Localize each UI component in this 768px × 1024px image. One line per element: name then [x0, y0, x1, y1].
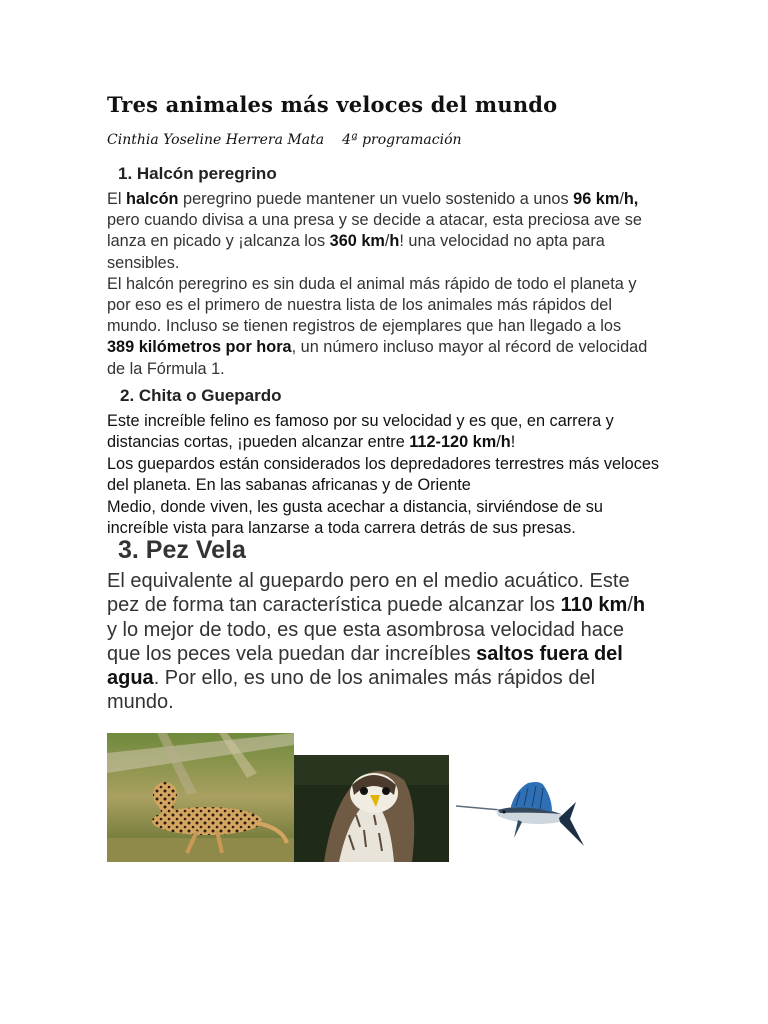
- section-heading-guepardo: 2. Chita o Guepardo: [120, 386, 282, 405]
- bold-run: 110 km: [560, 594, 628, 617]
- sailfish-photo: [456, 780, 592, 860]
- text-run: El halcón peregrino es sin duda el animal más rápido de todo el planeta y por eso es el primero de nuestra lista de los animales más rápidos del mundo. Incluso se tienen registros de ejemplares que han llegado a los: [107, 274, 637, 336]
- text-run: /: [384, 232, 390, 251]
- text-run: /: [496, 433, 501, 452]
- text-run: Este increíble felino es famoso por su velocidad y es que, en carrera y distancias cortas, ¡pueden alcanzar entre: [107, 412, 614, 452]
- bold-run: h: [500, 433, 511, 452]
- course-name: 4ª programación: [342, 132, 462, 148]
- bold-run: h,: [623, 190, 639, 208]
- text-run: pero cuando divisa a una presa y se decide a atacar, esta preciosa ave se lanza en picado y ¡alcanza los: [107, 211, 642, 251]
- cheetah-photo: [107, 733, 294, 862]
- text-run: Medio, donde viven, les gusta acechar a distancia, sirviéndose de su increíble vista para lanzarse a toda carrera detrás de sus presas.: [107, 497, 603, 538]
- bold-run: 96 km: [573, 190, 620, 208]
- section-text-halcon: [107, 189, 652, 380]
- text-run: Los guepardos están considerados los depredadores terrestres más veloces del planeta. En las sabanas africanas y de Oriente: [107, 454, 660, 495]
- text-run: El: [107, 190, 127, 208]
- bold-run: halcón: [126, 190, 179, 208]
- text-run: peregrino puede mantener un vuelo sostenido a unos: [178, 190, 574, 208]
- bold-run: 360 km: [329, 232, 385, 251]
- text-run: , un número incluso mayor al récord de velocidad de la Fórmula 1.: [107, 338, 648, 378]
- text-run: ! una velocidad no apta para sensibles.: [107, 232, 605, 272]
- author-name: Cinthia Yoseline Herrera Mata: [107, 132, 325, 148]
- text-run: y lo mejor de todo, es que esta asombrosa velocidad hace que los peces vela puedan dar increíbles: [107, 618, 624, 665]
- text-run: . Por ello, es uno de los animales más rápidos del mundo.: [107, 667, 596, 714]
- section-heading-halcon: 1. Halcón peregrino: [118, 164, 277, 183]
- section-text-guepardo: [107, 411, 662, 539]
- bold-run: 389 kilómetros por hora: [107, 338, 292, 357]
- text-run: /: [619, 190, 624, 208]
- section-heading-pez-vela: 3. Pez Vela: [118, 536, 246, 564]
- bold-run: 112-120 km: [409, 433, 497, 452]
- text-run: !: [510, 433, 516, 452]
- text-run: El equivalente al guepardo pero en el medio acuático. Este pez de forma tan característica puede alcanzar los: [107, 570, 630, 617]
- bold-run: h: [389, 232, 400, 251]
- author-line: [107, 132, 462, 148]
- falcon-photo: [294, 755, 449, 862]
- text-run: /: [627, 594, 633, 617]
- bold-run: h: [632, 594, 646, 617]
- bold-run: saltos fuera del agua: [107, 642, 623, 690]
- document-title: Tres animales más veloces del mundo: [107, 92, 558, 117]
- section-text-pez-vela: [107, 569, 647, 715]
